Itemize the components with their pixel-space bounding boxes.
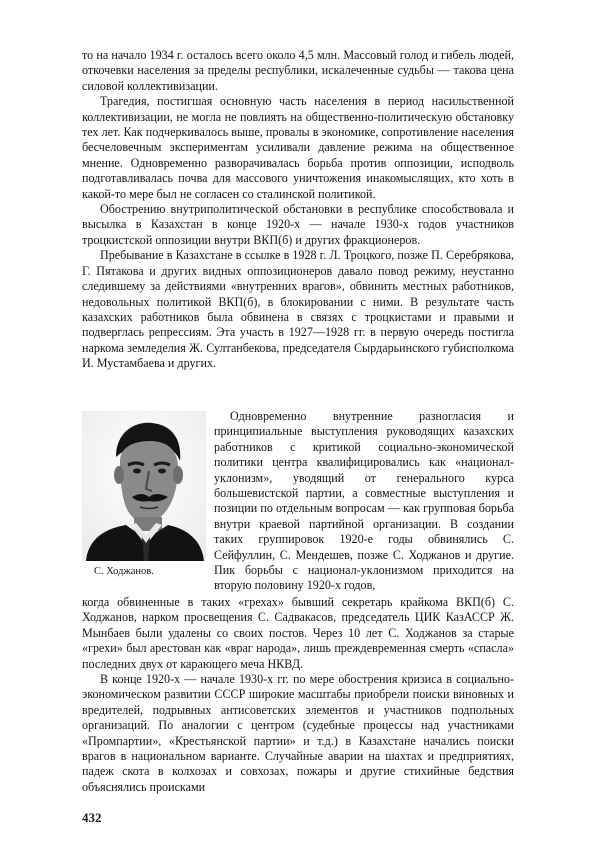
text-block-top: [82, 48, 514, 372]
page-number: 432: [82, 810, 102, 825]
paragraph: Пребывание в Казахстане в ссылке в 1928 г. Л. Троцкого, позже П. Серебрякова, Г. Пятакова и других видных оппозиционеров давало повод режиму, неустанно следившему за действиями «внутренних врагов», обвинить местных работников, недовольных политикой ВКП(б), в блокировании с ними. В результате часть казахских работников была обвинена в связях с троцкистами и правыми и подверглась репрессиям. Эта участь в 1927—1928 гг. в первую очередь постигла наркома земледелия Ж. Султанбекова, председателя Сырдарьинского губисполкома И. Мустамбаева и других.: [82, 248, 514, 371]
portrait-image: [82, 411, 206, 561]
portrait-photo: [82, 411, 206, 561]
paragraph: когда обвиненные в таких «грехах» бывший секретарь крайкома ВКП(б) С. Ходжанов, нарком просвещения С. Садвакасов, председатель ЦИК КазАССР Ж. Мынбаев были удалены со своих постов. Через 10 лет С. Ходжанов за старые «грехи» был арестован как «враг народа», лишь преждевременная смерть «спасла» последних двух от карающего меча НКВД.: [82, 595, 514, 671]
paragraph: Трагедия, постигшая основную часть населения в период насильственной коллективизации, не могла не повлиять на общественно-политическую обстановку тех лет. Как подчеркивалось выше, провалы в экономике, сопротивление населения бесчеловечным экспериментам усиливали давление режима на общественное мнение. Одновременно разворачивалась борьба против оппозиции, исподволь подготавливалась почва для массового уничтожения инакомыслящих, кто хоть в какой-то мере был не согласен со сталинской политикой.: [82, 94, 514, 201]
paragraph: Одновременно внутренние разногласия и принципиальные выступления руководящих казахских работников с критикой социально-экономической политики центра квалифицировались как «национал-уклонизм», уводящий от генерального курса большевистской партии, а совместные выступления и позиции по отдельным вопросам — как групповая борьба внутри краевой партийной организации. В создании таких группировок 1920-е годы обвинялись С. Сейфуллин, С. Мендешев, позже С. Ходжанов и другие. Пик борьбы с национал-уклонизмом приходится на вторую половину 1920-х годов,: [214, 409, 514, 593]
paragraph: В конце 1920-х — начале 1930-х гг. по мере обострения кризиса в социально-экономическом развитии СССР широкие масштабы приобрели поиски виновных и вредителей, подрывных антисоветских элементов и участников подпольных организаций. По аналогии с центром (судебные процессы над участниками «Промпартии», «Крестьянской партии» и т.д.) в Казахстане начались поиски врагов в национальном варианте. Случайные аварии на шахтах и предприятиях, падеж скота в колхозах и совхозах, пожары и другие стихийные бедствия объяснялись происками: [82, 672, 514, 794]
paragraph: то на начало 1934 г. осталось всего около 4,5 млн. Массовый голод и гибель людей, откочевки населения за пределы республики, искалеченные судьбы — такова цена силовой коллективизации.: [82, 48, 514, 93]
text-beside-photo: [214, 409, 514, 594]
photo-caption: С. Ходжанов.: [94, 566, 154, 577]
text-block-bottom: [82, 595, 514, 795]
paragraph: Обострению внутриполитической обстановки в республике способствовала и высылка в Казахстан в конце 1920-х — начале 1930-х годов участников троцкистской оппозиции внутри ВКП(б) и других фракционеров.: [82, 202, 514, 247]
